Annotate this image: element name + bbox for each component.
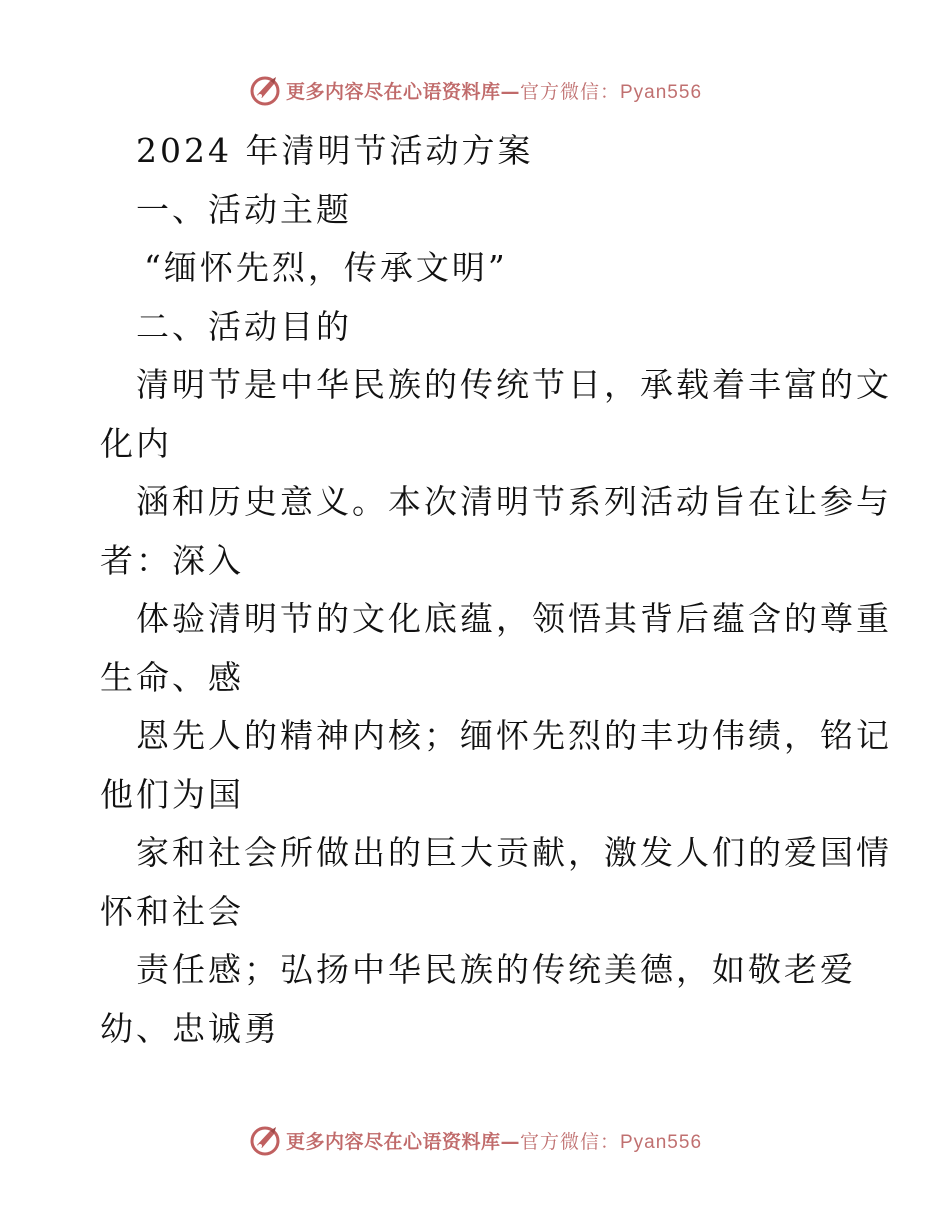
body-line: 他们为国 [100, 774, 244, 814]
header-watermark [0, 70, 950, 110]
body-line: 家和社会所做出的巨大贡献，激发人们的爱国情 [136, 833, 892, 872]
body-line: 者：深入 [100, 540, 244, 580]
section-heading-2: 二、活动目的 [136, 306, 352, 346]
body-line: 体验清明节的文化底蕴，领悟其背后蕴含的尊重 [136, 599, 892, 638]
body-line: 幼、忠诚勇 [100, 1008, 280, 1048]
body-line: 怀和社会 [100, 891, 244, 931]
body-line: 清明节是中华民族的传统节日，承载着丰富的文 [136, 365, 892, 404]
document-title: 2024 年清明节活动方案 [136, 131, 534, 170]
footer-watermark [0, 1120, 950, 1160]
theme-quote: “缅怀先烈，传承文明” [144, 248, 508, 287]
watermark-contact: 官方微信：Pyan556 [520, 81, 703, 103]
watermark-text: 更多内容尽在心语资料库— [285, 80, 520, 103]
brand-logo-icon [248, 73, 282, 107]
document-body [100, 122, 892, 1058]
body-line: 恩先人的精神内核；缅怀先烈的丰功伟绩，铭记 [136, 716, 892, 755]
body-line: 化内 [100, 423, 172, 463]
watermark-contact: 官方微信：Pyan556 [520, 1131, 703, 1153]
body-line: 生命、感 [100, 657, 244, 697]
brand-logo-icon [248, 1123, 282, 1157]
body-line: 涵和历史意义。本次清明节系列活动旨在让参与 [136, 482, 892, 521]
section-heading-1: 一、活动主题 [136, 189, 352, 229]
body-line: 责任感；弘扬中华民族的传统美德，如敬老爱 [136, 950, 856, 989]
watermark-text: 更多内容尽在心语资料库— [285, 1130, 520, 1153]
